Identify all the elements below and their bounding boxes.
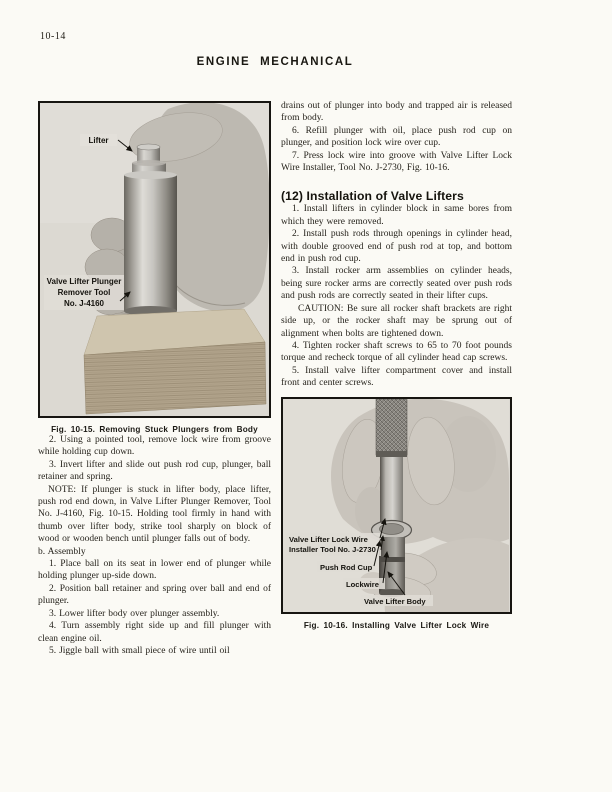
paragraph: 4. Turn assembly right side up and fill plunger with clean engine oil.: [38, 621, 271, 644]
knurled-handle: [376, 399, 407, 455]
tool-shaft: [380, 457, 403, 525]
lifter-label: Lifter: [88, 136, 109, 145]
installer-label-line2: Installer Tool No. J-2730: [289, 544, 376, 554]
remover-tool: [124, 160, 177, 316]
paragraph: drains out of plunger into body and trapped air is released from body.: [281, 101, 512, 124]
paragraph: 2. Install push rods through openings in cylinder head, with double grooved end of push rod at top, and bottom end in push rod cup.: [281, 229, 512, 265]
remover-tool-label-line3: No. J-4160: [63, 299, 105, 308]
lockwire-label: Lockwire: [346, 579, 379, 589]
right-column: [281, 100, 512, 630]
paragraph: 1. Place ball on its seat in lower end of plunger while holding plunger up-side down.: [38, 559, 271, 582]
paragraph: 5. Jiggle ball with small piece of wire until oil: [49, 645, 230, 656]
subsection-heading: b. Assembly: [38, 546, 86, 557]
push-rod-cup-label: Push Rod Cup: [320, 562, 373, 572]
figure-10-15-photo: [40, 103, 269, 416]
figure-10-16-photo: [283, 399, 509, 612]
figure-10-16: [281, 397, 512, 614]
remover-tool-label-line2: Remover Tool: [57, 288, 111, 297]
upper-hand: [331, 399, 509, 546]
remover-tool-label-line1: Valve Lifter Plunger: [46, 277, 122, 286]
page-title: ENGINE MECHANICAL: [196, 56, 354, 68]
valve-lifter-body-label: Valve Lifter Body: [364, 596, 426, 606]
paragraph: 7. Press lock wire into groove with Valve Lifter Lock Wire Installer, Tool No. J-2730, Fig. 10-16.: [281, 150, 512, 174]
figure-10-15-caption: Fig. 10-15. Removing Stuck Plungers from Body: [51, 425, 258, 434]
section-heading: (12) Installation of Valve Lifters: [281, 189, 464, 204]
page-number: 10-14: [40, 31, 66, 42]
wood-block: [84, 309, 266, 414]
caution-paragraph: CAUTION: Be sure all rocker shaft brackets are right side up, or the rocker shaft may be sprung out of alignment when bolts are tightened down.: [281, 303, 512, 339]
paragraph: 5. Install valve lifter compartment cover and install front and center screws.: [281, 365, 512, 389]
figure-10-15: [38, 101, 271, 418]
figure-10-16-caption: Fig. 10-16. Installing Valve Lifter Lock Wire: [303, 620, 490, 630]
left-column: [38, 101, 271, 657]
installer-label-line1: Valve Lifter Lock Wire: [289, 534, 368, 544]
paragraph: 4. Tighten rocker shaft screws to 65 to 70 foot pounds torque and recheck torque of all cylinder head cap screws.: [281, 340, 512, 364]
paragraph: 2. Using a pointed tool, remove lock wire from groove while holding cup down.: [38, 435, 271, 458]
paragraph: 3. Lower lifter body over plunger assembly.: [49, 608, 220, 619]
paragraph: 3. Install rocker arm assemblies on cylinder heads, being sure rocker arms are correctly seated over push rods and push rods are correctly seated in their lifter cups.: [281, 266, 512, 302]
paragraph: 3. Invert lifter and slide out push rod cup, plunger, ball retainer and spring.: [38, 459, 271, 483]
paragraph: 2. Position ball retainer and spring over ball and end of plunger.: [38, 583, 271, 607]
paragraph: 1. Install lifters in cylinder block in same bores from which they were removed.: [281, 204, 512, 227]
note-paragraph: NOTE: If plunger is stuck in lifter body, place lifter, push rod end down, in Valve Lifter Plunger Remover, Tool No. J-4160, Fig. 10-15. Holding tool firmly in hand with thumb over lifter body, strike tool sharply on block of wood or wooden bench until plunger falls out of body.: [38, 484, 271, 545]
installer-tool: [376, 399, 407, 525]
paragraph: 6. Refill plunger with oil, place push rod cup on plunger, and position lock wire over cup.: [281, 125, 512, 149]
